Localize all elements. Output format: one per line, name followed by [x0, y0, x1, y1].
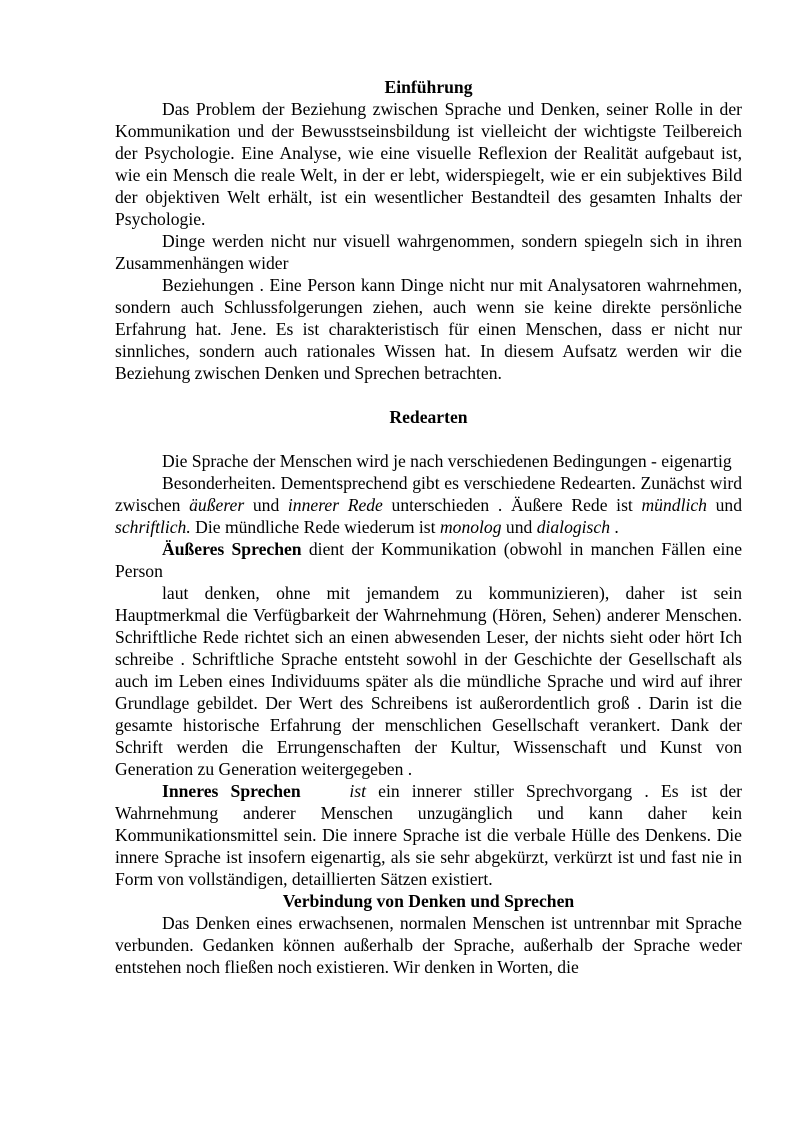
- text-run: und: [244, 495, 288, 515]
- document-page: [115, 76, 742, 978]
- text-run: ein innerer stiller Sprechvorgang . Es ist der Wahrnehmung anderer Menschen unzugänglich und kann daher kein Kommunikationsmittel sein. Die innere Sprache ist die verbale Hülle des Denkens. Die innere Sprache ist insofern eigenartig, als sie sehr abgekürzt, verkürzt ist und fast nie in Form von vollständigen, detaillierten Sätzen existiert.: [115, 781, 743, 889]
- paragraph: Das Problem der Beziehung zwischen Sprache und Denken, seiner Rolle in der Kommunikation und der Bewusstseinsbildung ist vielleicht der wichtigste Teilbereich der Psychologie. Eine Analyse, wie eine visuelle Reflexion der Realität aufgebaut ist, wie ein Mensch die reale Welt, in der er lebt, widerspiegelt, wie er ein subjektives Bild der objektiven Welt erhält, ist ein wesentlicher Bestandteil des gesamten Inhalts der Psychologie.: [115, 99, 742, 229]
- text-run: Die mündliche Rede wiederum ist: [190, 517, 440, 537]
- bold-term: Äußeres Sprechen: [162, 539, 302, 559]
- italic-term: dialogisch: [536, 517, 611, 537]
- heading-redearten: Redearten: [389, 407, 468, 427]
- paragraph: Dinge werden nicht nur visuell wahrgenommen, sondern spiegeln sich in ihren Zusammenhängen wider: [115, 231, 742, 273]
- spacer: [115, 384, 742, 406]
- italic-term: schriftlich.: [115, 517, 191, 537]
- bold-term: Inneres Sprechen: [162, 781, 301, 801]
- paragraph: Beziehungen . Eine Person kann Dinge nicht nur mit Analysatoren wahrnehmen, sondern auch Schlussfolgerungen ziehen, auch wenn sie keine direkte persönliche Erfahrung hat. Jene. Es ist charakteristisch für einen Menschen, dass er nicht nur sinnliches, sondern auch rationales Wissen hat. In diesem Aufsatz werden wir die Beziehung zwischen Denken und Sprechen betrachten.: [115, 275, 742, 383]
- heading-verbindung: Verbindung von Denken und Sprechen: [282, 891, 575, 911]
- italic-term: innerer Rede: [287, 495, 383, 515]
- text-run: unterschieden . Äußere Rede ist: [382, 495, 642, 515]
- italic-term: äußerer: [189, 495, 245, 515]
- text-run: Besonderheiten. Dementsprechend gibt es verschiedene Redearten. Zunächst wird zwischen: [115, 473, 742, 515]
- text-run: .: [610, 517, 619, 537]
- paragraph: [115, 780, 742, 890]
- text-run: dient der Kommunikation (obwohl in manchen Fällen eine Person: [115, 539, 743, 581]
- paragraph: laut denken, ohne mit jemandem zu kommunizieren), daher ist sein Hauptmerkmal die Verfügbarkeit der Wahrnehmung (Hören, Sehen) anderer Menschen. Schriftliche Rede richtet sich an einen abwesenden Leser, der nichts sieht oder hört Ich schreibe . Schriftliche Sprache entsteht sowohl in der Geschichte der Gesellschaft als auch im Leben eines Individuums später als die mündliche Sprache und wird auf ihrer Grundlage gebildet. Der Wert des Schreibens ist außerordentlich groß . Darin ist die gesamte historische Erfahrung der menschlichen Gesellschaft verankert. Dank der Schrift werden die Errungenschaften der Kultur, Wissenschaft und Kunst von Generation zu Generation weitergegeben .: [115, 583, 742, 779]
- italic-term: mündlich: [641, 495, 707, 515]
- spacer: [115, 428, 742, 450]
- paragraph: [115, 538, 742, 582]
- text-run: und: [706, 495, 743, 515]
- text-run: und: [501, 517, 537, 537]
- heading-einfuehrung: Einführung: [384, 77, 473, 97]
- paragraph: Die Sprache der Menschen wird je nach verschiedenen Bedingungen - eigenartig: [162, 451, 732, 471]
- italic-term: ist: [349, 781, 366, 801]
- paragraph: Das Denken eines erwachsenen, normalen Menschen ist untrennbar mit Sprache verbunden. Gedanken können außerhalb der Sprache, außerhalb der Sprache weder entstehen noch fließen noch existieren. Wir denken in Worten, die: [115, 913, 742, 977]
- italic-term: monolog: [439, 517, 502, 537]
- paragraph: [115, 472, 742, 538]
